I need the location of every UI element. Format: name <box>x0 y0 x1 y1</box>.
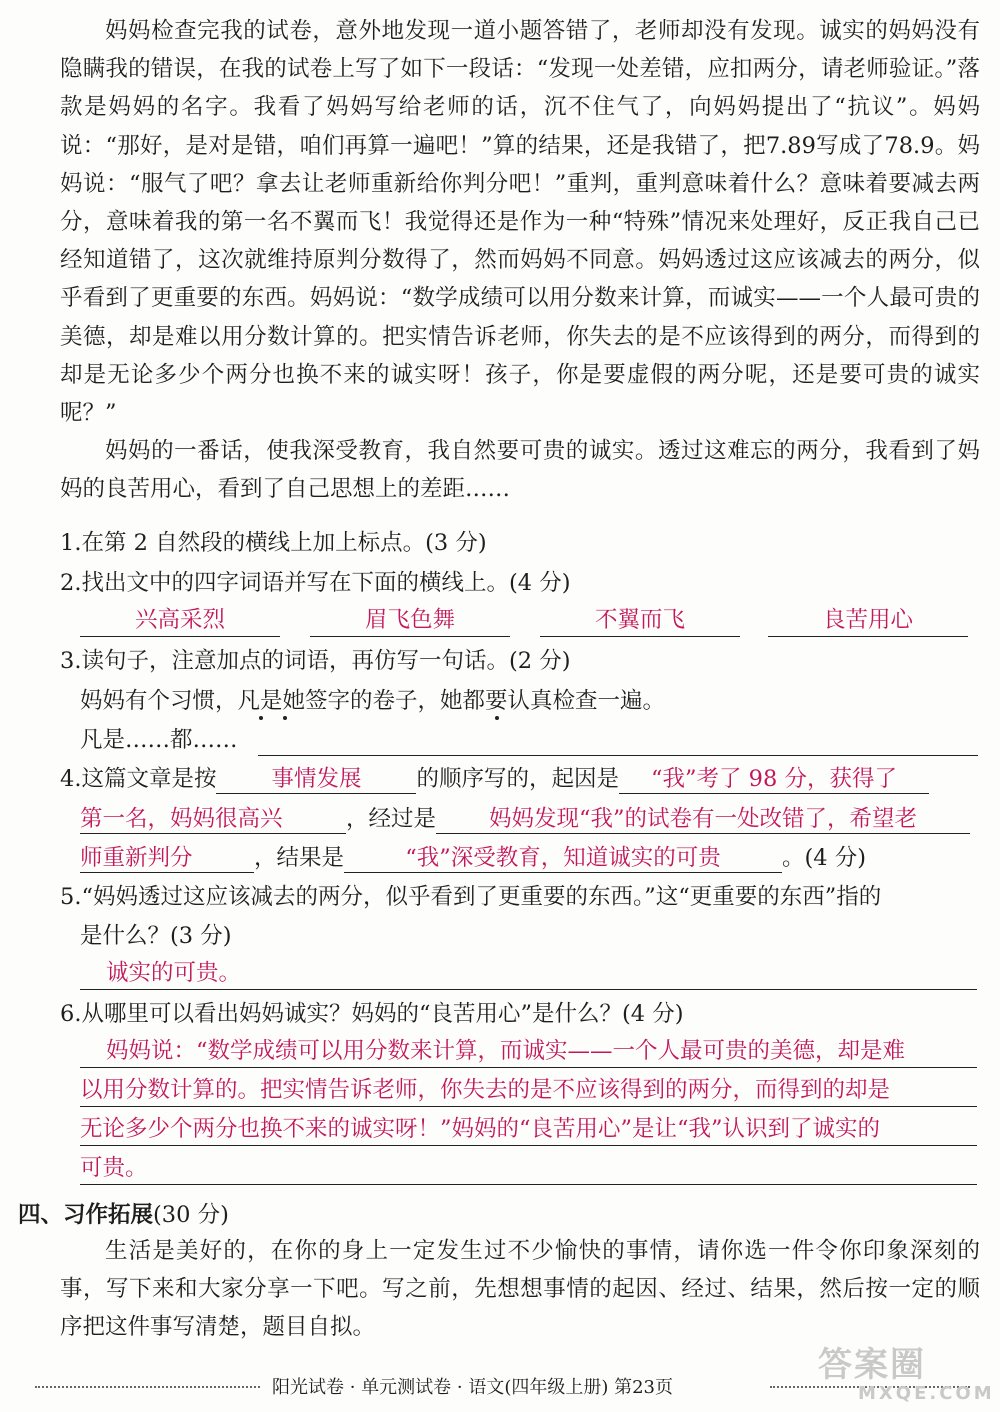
q4-text-4: ，结果是 <box>254 845 345 871</box>
q4-blank-order[interactable]: 事情发展 <box>216 765 416 794</box>
imitation-answer-line[interactable] <box>258 725 978 756</box>
watermark-logo <box>818 1346 996 1410</box>
example-sentence: 妈妈有个习惯，凡是她签字的卷子，她都要认真检查一遍。 <box>80 688 666 714</box>
footer-text: 阳光试卷 · 单元测试卷 · 语文(四年级上册) 第23页 <box>272 1377 673 1398</box>
q5-answer-line[interactable]: 诚实的可贵。 <box>80 958 977 990</box>
q4-blank-result[interactable]: “我”深受教育，知道诚实的可贵 <box>344 844 782 873</box>
q4-blank-cause-2[interactable]: 第一名，妈妈很高兴 <box>80 805 346 834</box>
essay-prompt <box>60 1232 980 1347</box>
q4-text-2: 的顺序写的，起因是 <box>416 766 619 792</box>
section-4-heading: 四、习作拓展 <box>18 1202 154 1228</box>
answer-blank-3[interactable]: 不翼而飞 <box>540 606 740 637</box>
emphasis-dot <box>259 716 263 720</box>
passage-paragraph: 妈妈检查完我的试卷，意外地发现一道小题答错了，老师却没有发现。诚实的妈妈没有隐瞒我的错误，在我的试卷上写了如下一段话：“发现一处差错，应扣两分，请老师验证。”落款是妈妈的名字。我看了妈妈写给老师的话，沉不住气了，向妈妈提出了“抗议”。妈妈说：“那好，是对是错，咱们再算一遍吧！”算的结果，还是我错了，把7.89写成了78.9。妈妈说：“服气了吧？拿去让老师重新给你判分吧！”重判，重判意味着什么？意味着要减去两分，意味着我的第一名不翼而飞！我觉得还是作为一种“特殊”情况来处理好，反正我自己已经知道错了，这次就维持原判分数得了，然而妈妈不同意。妈妈透过这应该减去的两分，似乎看到了更重要的东西。妈妈说：“数学成绩可以用分数来计算，而诚实——一个人最可贵的美德，却是难以用分数计算的。把实情告诉老师，你失去的是不应该得到的两分，而得到的却是无论多少个两分也换不来的诚实呀！孩子，你是要虚假的两分呢，还是要可贵的诚实呢？” <box>60 18 980 427</box>
q4-blank-cause-1[interactable]: “我”考了 98 分，获得了 <box>619 765 929 794</box>
q6-answer-line[interactable]: 可贵。 <box>80 1153 977 1185</box>
watermark-url: MXQE.COM <box>858 1383 995 1404</box>
q4-text-3: ，经过是 <box>346 806 437 832</box>
section-4-title <box>18 1197 229 1229</box>
question-6: 6.从哪里可以看出妈妈诚实？妈妈的“良苦用心”是什么？(4 分) <box>60 1001 684 1027</box>
section-4-points: (30 分) <box>153 1202 229 1228</box>
q4-blank-process-1[interactable]: 妈妈发现“我”的试卷有一处改错了，希望老 <box>436 805 970 834</box>
q6-answer-line[interactable]: 以用分数计算的。把实情告诉老师，你失去的是不应该得到的两分，而得到的却是 <box>80 1075 977 1107</box>
question-4-line-1 <box>60 764 929 794</box>
passage-paragraph: 妈妈的一番话，使我深受教育，我自然要可贵的诚实。透过这难忘的两分，我看到了妈妈的良苦用心，看到了自己思想上的差距…… <box>60 438 980 503</box>
question-5-cont: 是什么？(3 分) <box>80 923 232 949</box>
q4-text-5: 。(4 分) <box>782 845 867 871</box>
reading-passage <box>60 12 980 509</box>
pattern-label: 凡是……都…… <box>80 727 238 753</box>
question-4-line-2 <box>80 804 970 834</box>
answer-blank-1[interactable]: 兴高采烈 <box>80 606 280 637</box>
q4-text-1: 4.这篇文章是按 <box>60 766 217 792</box>
q6-answer-line[interactable]: 无论多少个两分也换不来的诚实呀！”妈妈的“良苦用心”是让“我”认识到了诚实的 <box>80 1114 977 1146</box>
watermark-text: 答案圈 <box>818 1345 926 1385</box>
question-2: 2.找出文中的四字词语并写在下面的横线上。(4 分) <box>60 570 571 596</box>
question-3: 3.读句子，注意加点的词语，再仿写一句话。(2 分) <box>60 648 571 674</box>
footer-rule-left <box>35 1386 260 1388</box>
question-5: 5.“妈妈透过这应该减去的两分，似乎看到了更重要的东西。”这“更重要的东西”指的 <box>60 884 882 910</box>
essay-prompt-text: 生活是美好的，在你的身上一定发生过不少愉快的事情，请你选一件令你印象深刻的事，写下来和大家分享一下吧。写之前，先想想事情的起因、经过、结果，然后按一定的顺序把这件事写清楚，题目自拟。 <box>60 1238 980 1341</box>
question-4-line-3 <box>80 843 866 873</box>
emphasis-dot <box>283 716 287 720</box>
emphasis-dot <box>495 716 499 720</box>
answer-blank-2[interactable]: 眉飞色舞 <box>310 606 510 637</box>
q4-blank-process-2[interactable]: 师重新判分 <box>80 844 254 873</box>
answer-blank-4[interactable]: 良苦用心 <box>768 606 968 637</box>
q6-answer-line[interactable]: 妈妈说：“数学成绩可以用分数来计算，而诚实——一个人最可贵的美德，却是难 <box>80 1036 977 1068</box>
question-1: 1.在第 2 自然段的横线上加上标点。(3 分) <box>60 530 487 556</box>
